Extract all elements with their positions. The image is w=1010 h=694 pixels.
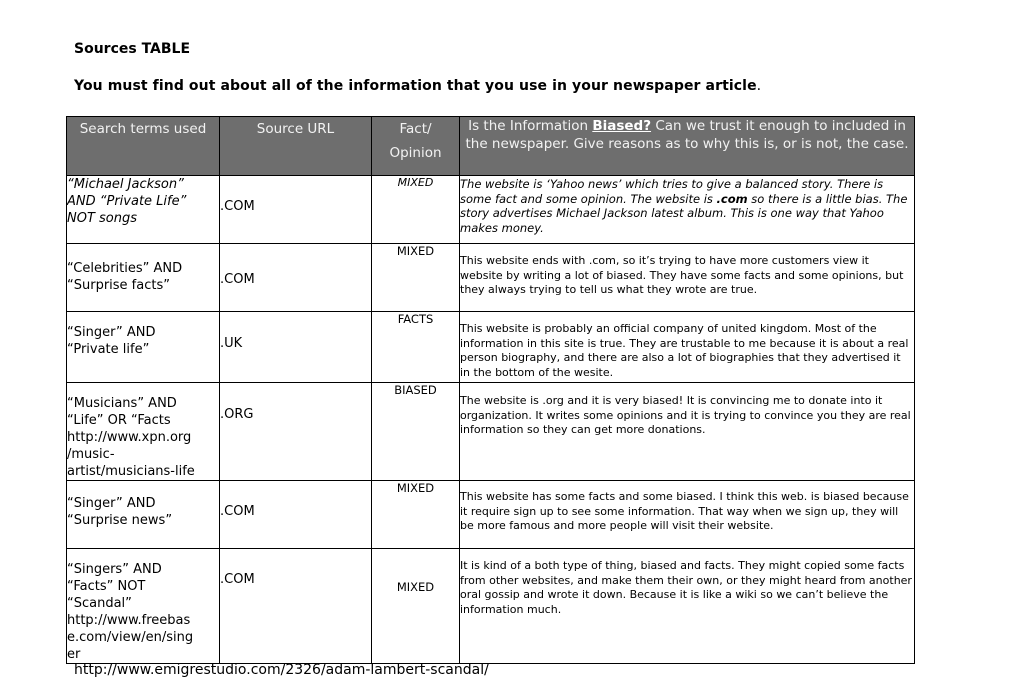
row-bias-reason: This website ends with .com, so it’s trying to have more customers view it website by writing a lot of biased. They have some facts and some opinions, but they always trying to tell us what they wrote are true. <box>460 244 915 312</box>
reason-text: so there is a little bias. The story advertises Michael Jackson latest album. This is one way that Yahoo makes money. <box>460 191 908 235</box>
header-source-url: Source URL <box>220 117 372 176</box>
term-line: “Life” OR “Facts <box>67 413 171 428</box>
term-line: “Singer” AND <box>67 325 156 340</box>
term-line: “Musicians” AND <box>67 396 177 411</box>
row-bias-reason: It is kind of a both type of thing, biased and facts. They might copied some facts from other websites, and make them their own, or they might heard from another oral gossip and wrote it down. Because it is like a wiki so we can’t believe the information much. <box>460 549 915 664</box>
header-fact: Fact/ <box>399 121 432 137</box>
row-search-terms <box>67 481 220 549</box>
header-info-post: Can we trust it enough to included in the newspaper. Give reasons as to why this is, or is not, the case. <box>465 118 909 152</box>
sources-table <box>66 116 915 664</box>
term-line: “Singers” AND <box>67 562 162 577</box>
row-fact-opinion: BIASED <box>372 383 460 481</box>
term-line: NOT songs <box>67 211 138 226</box>
row-bias-reason: This website has some facts and some biased. I think this web. is biased because it require sign up to see some information. That way when we sign up, they will be more famous and more people will visit their website. <box>460 481 915 549</box>
instruction-main: You must find out about all of the information that you use in your newspaper article <box>74 78 757 94</box>
term-line: “Michael Jackson” <box>67 177 184 192</box>
term-line: /music- <box>67 447 115 462</box>
term-line: http://www.xpn.org <box>67 430 192 445</box>
row-fact-opinion: MIXED <box>372 549 460 664</box>
row-source-url: .COM <box>220 176 372 244</box>
row-source-url: .COM <box>220 481 372 549</box>
header-fact-opinion <box>372 117 460 176</box>
row-source-url: .UK <box>220 312 372 383</box>
row-fact-opinion: MIXED <box>372 176 460 244</box>
term-line: “Surprise news” <box>67 513 173 528</box>
table-row <box>67 549 915 664</box>
term-line: e.com/view/en/sing <box>67 630 194 645</box>
term-line: “Facts” NOT <box>67 579 146 594</box>
row-search-terms <box>67 383 220 481</box>
table-row <box>67 176 915 244</box>
row-bias-reason: The website is .org and it is very biased! It is convincing me to donate into it organization. It writes some opinions and it is trying to convince you they are real information so they can get more donations. <box>460 383 915 481</box>
reason-bold: .com <box>716 191 748 206</box>
header-opinion: Opinion <box>389 145 442 161</box>
header-info-biased: Biased? <box>592 118 652 134</box>
reason-text: The website is ‘Yahoo news’ which tries to give a balanced story. There is some fact and some opinion. The website is <box>460 177 884 206</box>
term-line: “Scandal” <box>67 596 132 611</box>
header-search-terms: Search terms used <box>67 117 220 176</box>
header-row <box>67 117 915 176</box>
header-info-pre: Is the Information <box>468 118 593 134</box>
row-fact-opinion: FACTS <box>372 312 460 383</box>
term-line: artist/musicians-life <box>67 464 195 479</box>
term-line: “Surprise facts” <box>67 278 170 293</box>
table-row <box>67 312 915 383</box>
table-row <box>67 244 915 312</box>
term-line: “Singer” AND <box>67 496 156 511</box>
row-bias-reason <box>460 176 915 244</box>
row-source-url: .ORG <box>220 383 372 481</box>
table-row <box>67 481 915 549</box>
row-search-terms <box>67 312 220 383</box>
table-row <box>67 383 915 481</box>
term-line: “Private life” <box>67 342 150 357</box>
row-search-terms <box>67 549 220 664</box>
term-line: http://www.freebas <box>67 613 191 628</box>
row-fact-opinion: MIXED <box>372 244 460 312</box>
term-line: er <box>67 647 81 662</box>
row-source-url: .COM <box>220 549 372 664</box>
row-fact-opinion: MIXED <box>372 481 460 549</box>
row-bias-reason: This website is probably an official company of united kingdom. Most of the information in this site is true. They are trustable to me because it is about a real person biography, and there are also a lot of biographies that they advertised it in the bottom of the wesite. <box>460 312 915 383</box>
term-line: AND “Private Life” <box>67 194 187 209</box>
instruction-text <box>74 78 761 94</box>
term-line: “Celebrities” AND <box>67 261 183 276</box>
document-title: Sources TABLE <box>74 41 191 57</box>
header-biased-question <box>460 117 915 176</box>
row-search-terms <box>67 244 220 312</box>
row-search-terms <box>67 176 220 244</box>
footer-source-url: http://www.emigrestudio.com/2326/adam-lambert-scandal/ <box>74 662 489 678</box>
row-source-url: .COM <box>220 244 372 312</box>
instruction-period: . <box>756 78 762 94</box>
